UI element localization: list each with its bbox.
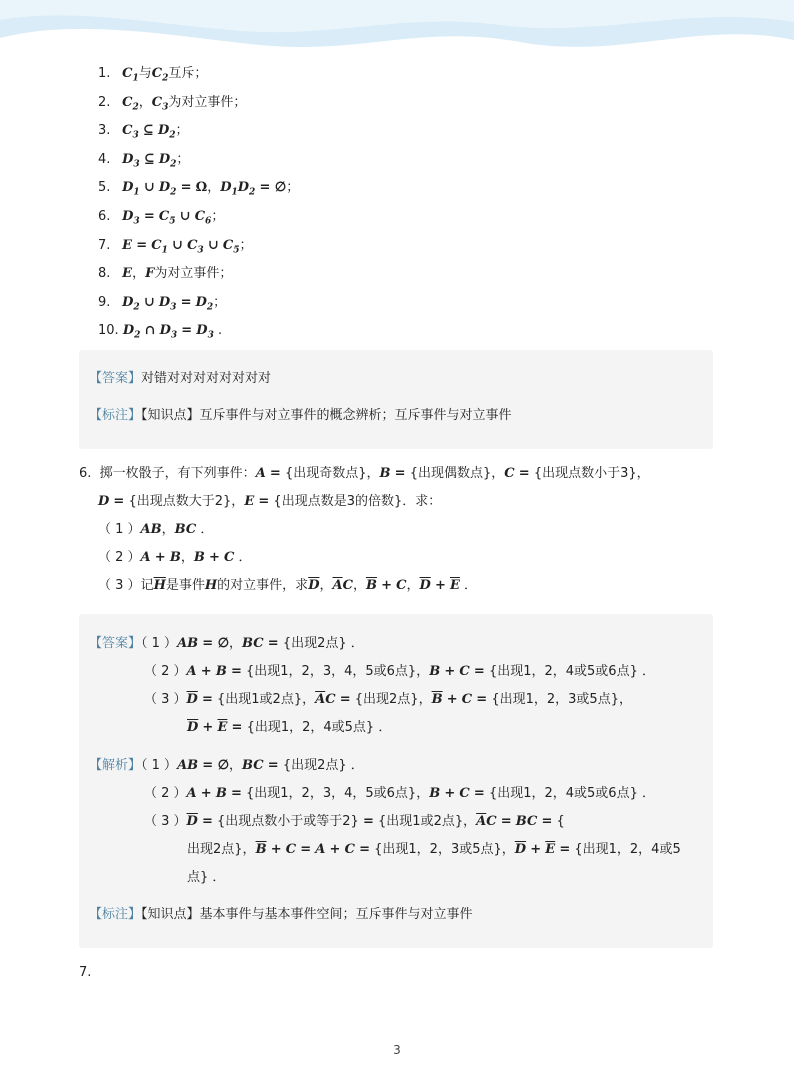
note-tag: 【标注】	[89, 408, 142, 423]
list-item: 10. $D_2$ ∩ $D_3 = D_3$ .	[98, 323, 223, 341]
answer-box-2	[79, 614, 713, 948]
answer-part-2: （ 2 ）A + B = {出现1，2，3，4，5或6点}，B + C = {出现1，2，4或5或6点} ．	[144, 664, 655, 679]
question-6-part-2: （ 2 ）A + B，B + C ．	[98, 550, 252, 565]
list-item: 7. $E = C_1$ ∪ $C_3$ ∪ $C_5$；	[98, 237, 253, 256]
note-row	[89, 407, 512, 425]
explain-tag: 【解析】	[89, 758, 142, 773]
answer-tag: 【答案】	[89, 636, 142, 651]
answer-box-1	[79, 350, 713, 449]
page-header-decoration	[0, 0, 794, 62]
note-text: 【知识点】基本事件与基本事件空间；互斥事件与对立事件	[141, 907, 473, 922]
answer-part-3: （ 3 ）$\overline{D}$ = {出现1或2点}，$\overline{A}C$ = {出现2点}，$\overline{B} + C$ = {出现1，2，3或5点}，	[144, 692, 632, 707]
question-7-number: 7.	[79, 965, 92, 980]
question-number: 6.	[79, 466, 92, 481]
explain-part-1: 【解析】（ 1 ）AB = ∅，BC = {出现2点} ．	[89, 758, 364, 773]
answer-part-1: 【答案】（ 1 ）AB = ∅，BC = {出现2点} ．	[89, 636, 364, 651]
answer-part-3-cont: $\overline{D} + \overline{E}$ = {出现1，2，4或5点} ．	[187, 720, 392, 735]
note-row	[89, 906, 473, 924]
explain-part-3: （ 3 ）$\overline{D}$ = {出现点数小于或等于2} = {出现1或2点}，$\overline{A}C$ = BC = {	[144, 814, 565, 829]
note-text: 【知识点】互斥事件与对立事件的概念辨析；互斥事件与对立事件	[141, 408, 512, 423]
list-item: 6. $D_3 = C_5$ ∪ $C_6$；	[98, 208, 225, 227]
list-item: 4. $D_3$ ⊆ $D_2$；	[98, 151, 190, 170]
question-6-line-1: 6. 掷一枚骰子，有下列事件：A = {出现奇数点}，B = {出现偶数点}，C = {出现点数小于3}，	[79, 466, 650, 481]
answer-text: 对错对对对对对对对对	[141, 371, 272, 386]
list-item: 9. $D_2$ ∪ $D_3 = D_2$；	[98, 294, 227, 313]
question-6-line-2: D = {出现点数大于2}，E = {出现点数是3的倍数}．求：	[98, 494, 442, 509]
answer-row	[89, 370, 271, 388]
list-item: 3. $C_3$ ⊆ $D_2$；	[98, 123, 189, 141]
list-item: 1. $C_1$与$C_2$互斥；	[98, 66, 208, 84]
note-tag: 【标注】	[89, 907, 142, 922]
explain-part-2: （ 2 ）A + B = {出现1，2，3，4，5或6点}，B + C = {出现1，2，4或5或6点} ．	[144, 786, 655, 801]
wave-decoration-icon	[0, 0, 794, 62]
list-item: 8. E，F为对立事件；	[98, 266, 233, 282]
question-6-part-3: （ 3 ）记$\overline{H}$是事件H的对立事件，求$\overline{D}$，$\overline{A}C$，$\overline{B} + C$，$\overline{D} + \overline{E}$ ．	[98, 578, 478, 593]
page-number: 3	[393, 1043, 401, 1057]
answer-tag: 【答案】	[89, 371, 142, 386]
explain-part-3-cont-1: 出现2点}，$\overline{B} + C = A + C$ = {出现1，2，3或5点}，$\overline{D} + \overline{E}$ = {出现1，2，4或5	[187, 842, 681, 857]
list-item: 5. $D_1$ ∪ $D_2 = \Omega$，$D_1D_2$ = ∅；	[98, 180, 300, 198]
explain-part-3-cont-2: 点} ．	[187, 870, 226, 885]
statement-list	[98, 60, 299, 346]
question-6-part-1: （ 1 ）AB，BC ．	[98, 522, 214, 537]
list-item: 2. $C_2$，$C_3$为对立事件；	[98, 94, 247, 113]
